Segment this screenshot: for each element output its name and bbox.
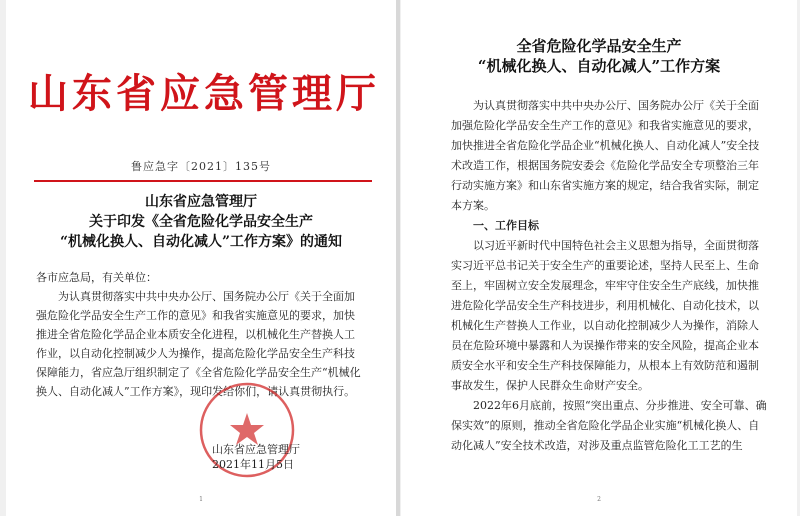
document-page-2 xyxy=(401,0,797,516)
notice-title-line-2: 关于印发《全省危险化学品安全生产 xyxy=(89,214,313,230)
signature-block xyxy=(212,442,300,472)
salutation: 各市应急局，有关单位： xyxy=(36,271,157,284)
plan-title-line-1: 全省危险化学品安全生产 xyxy=(516,37,682,55)
goal-paragraph-2: 2022年6月底前，按照“突出重点、分步推进、安全可靠、确保实效”的原则，推动全省危险化学品企业实施“机械化换人、自动化减人”安全技术改造，对涉及重点监管危险化工工艺的生 xyxy=(451,399,767,452)
page-number: 2 xyxy=(597,496,601,503)
notice-title-line-3: “机械化换人、自动化减人”工作方案》的通知 xyxy=(59,234,343,250)
notice-paragraph: 为认真贯彻落实中共中央办公厅、国务院办公厅《关于全面加强危险化学品安全生产工作的意见》和我省实施意见的要求，加快推进全省危险化学品企业本质安全化进程，以机械化生产替换人工作业，以自动化控制减少人为操作，提高危险化学品安全生产科技保障能力，省应急厅组织制定了《全省危险化学品安全生产“机械化换人、自动化减人”工作方案》，现印发给你们，请认真贯彻执行。 xyxy=(36,290,361,398)
document-number: 鲁应急字〔2021〕135号 xyxy=(131,160,271,173)
section-heading: 一、工作目标 xyxy=(473,219,539,232)
plan-title-line-2: “机械化换人、自动化减人”工作方案 xyxy=(477,57,721,75)
intro-paragraph: 为认真贯彻落实中共中央办公厅、国务院办公厅《关于全面加强危险化学品安全生产工作的意见》和我省实施意见的要求，加快推进全省危险化学品企业“机械化换人、自动化减人”安全技术改造工作，根据国务院安委会《危险化学品安全专项整治三年行动实施方案》和山东省实施方案的规定，结合我省实际，制定本方案。 xyxy=(451,99,760,212)
red-header: 山东省应急管理厅 xyxy=(28,70,380,117)
red-divider-line xyxy=(34,180,372,182)
plan-title xyxy=(401,36,797,76)
notice-title xyxy=(26,192,376,252)
notice-title-line-1: 山东省应急管理厅 xyxy=(145,194,257,210)
document-page-1 xyxy=(6,0,396,516)
plan-body xyxy=(451,96,769,456)
signature-date: 2021年11月5日 xyxy=(212,458,294,471)
goal-paragraph-1: 以习近平新时代中国特色社会主义思想为指导，全面贯彻落实习近平总书记关于安全生产的重要论述，坚持人民至上、生命至上，牢固树立安全发展理念，牢牢守住安全生产底线，加快推进危险化学品安全生产科技进步，利用机械化、自动化技术，以机械化生产替换人工作业，以自动化控制减少人为操作，消除人员在危险环境中暴露和人为误操作带来的安全风险，提高企业本质安全水平和安全生产科技保障能力，从根本上有效防范和遏制事故发生，保护人民群众生命财产安全。 xyxy=(451,239,759,392)
page-number: 1 xyxy=(199,496,203,503)
signature-org: 山东省应急管理厅 xyxy=(212,443,300,456)
page-gap xyxy=(396,0,400,516)
